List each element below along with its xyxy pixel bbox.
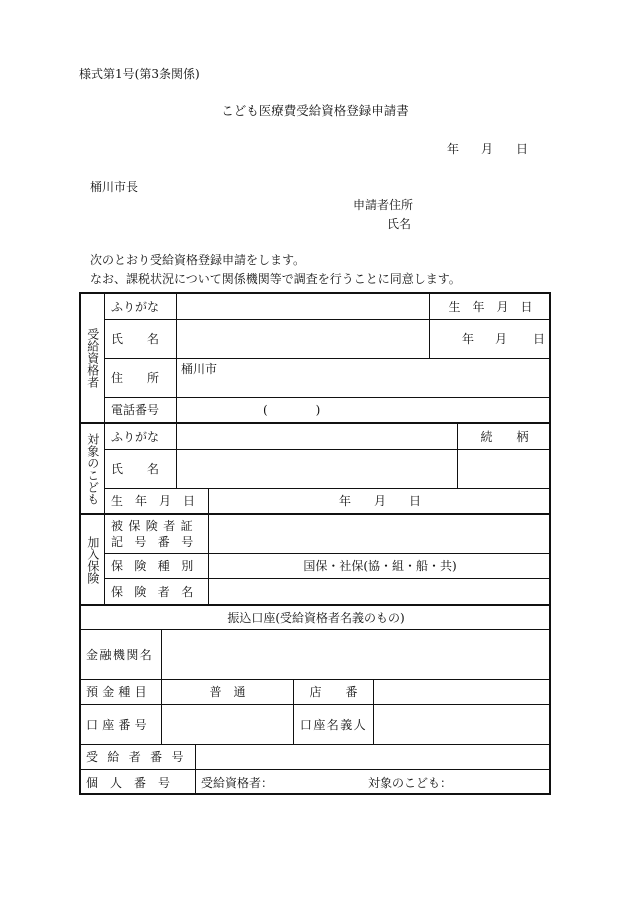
recipient-phone-area-paren: ( )	[263, 403, 321, 417]
bank-branch-field[interactable]	[374, 680, 551, 704]
recipient-furigana-field[interactable]	[177, 294, 429, 319]
statement-request: 次のとおり受給資格登録申請をします。	[90, 253, 306, 267]
recipient-phone-field[interactable]	[177, 398, 551, 422]
recipient-address-prefix: 桶川市	[181, 362, 218, 376]
recipient-birth-year: 年	[462, 332, 475, 346]
recipient-furigana-label: ふりがな	[111, 299, 160, 314]
child-birth-day: 日	[409, 494, 422, 508]
child-birthdate-label: 生 年 月 日	[111, 494, 196, 508]
insurance-type-options[interactable]: 国保・社保(協・組・船・共)	[303, 559, 457, 573]
application-form-table	[79, 292, 551, 795]
insurance-type-label: 保険種別	[111, 559, 205, 573]
form-number: 様式第1号(第3条関係)	[79, 67, 200, 81]
bank-account-number-label: 口座番号	[86, 717, 151, 732]
personal-number-field[interactable]	[196, 770, 551, 795]
child-birth-month: 月	[374, 494, 387, 508]
child-relation-label: 続 柄	[480, 429, 529, 444]
personal-number-child-label: 対象のこども：	[368, 775, 453, 790]
statement-consent: なお、課税状況について関係機関等で調査を行うことに同意します。	[90, 272, 461, 286]
recipient-birthdate-field[interactable]	[430, 320, 551, 358]
child-birth-year: 年	[339, 494, 352, 508]
recipient-section-label: 受給資格者	[85, 328, 100, 388]
child-furigana-field[interactable]	[177, 424, 457, 449]
recipient-number-field[interactable]	[196, 745, 551, 769]
insurance-card-label: 被保険者証	[111, 519, 199, 533]
applicant-address-label: 申請者住所	[353, 198, 414, 212]
document-title: こども医療費受給資格登録申請書	[221, 103, 409, 118]
recipient-phone-label: 電話番号	[111, 403, 160, 417]
child-furigana-label: ふりがな	[111, 429, 160, 444]
insurance-card-field[interactable]	[209, 515, 551, 553]
addressee: 桶川市長	[90, 180, 139, 194]
recipient-address-label: 住 所	[111, 371, 160, 385]
applicant-name-label: 氏名	[387, 217, 412, 231]
recipient-name-field[interactable]	[177, 320, 429, 358]
column-line	[104, 294, 105, 604]
child-name-label: 氏 名	[111, 462, 160, 476]
date-day-label: 日	[516, 142, 529, 156]
recipient-number-label: 受給者番号	[86, 750, 193, 764]
child-birthdate-field[interactable]	[209, 489, 551, 513]
recipient-birth-day: 日	[533, 332, 546, 346]
child-relation-field[interactable]	[458, 450, 551, 488]
recipient-birth-month: 月	[495, 332, 508, 346]
bank-account-holder-field[interactable]	[374, 705, 551, 744]
date-month-label: 月	[481, 142, 494, 156]
insurance-card-number-label: 記号番号	[111, 535, 205, 549]
recipient-birthdate-label: 生 年 月 日	[448, 299, 533, 314]
recipient-address-field[interactable]	[177, 359, 551, 397]
bank-section-title: 振込口座(受給資格者名義のもの)	[227, 610, 405, 625]
bank-deposit-type-label: 預金種目	[86, 685, 151, 699]
bank-account-holder-label: 口座名義人	[299, 717, 368, 732]
bank-account-number-field[interactable]	[162, 705, 293, 744]
insurance-insurer-field[interactable]	[209, 579, 551, 604]
personal-number-recipient-label: 受給資格者：	[201, 775, 274, 790]
personal-number-label: 個 人 番 号	[86, 775, 171, 790]
bank-branch-label: 店 番	[309, 685, 358, 699]
child-section-label: 対象のこども	[85, 432, 100, 505]
bank-institution-label: 金融機関名	[86, 647, 154, 662]
bank-institution-field[interactable]	[162, 630, 551, 679]
child-name-field[interactable]	[177, 450, 457, 488]
insurance-insurer-label: 保険者名	[111, 584, 205, 599]
insurance-section-label: 加入保険	[85, 535, 100, 584]
recipient-name-label: 氏 名	[111, 332, 160, 346]
bank-deposit-type-value[interactable]: 普 通	[209, 685, 246, 699]
date-year-label: 年	[447, 142, 460, 156]
